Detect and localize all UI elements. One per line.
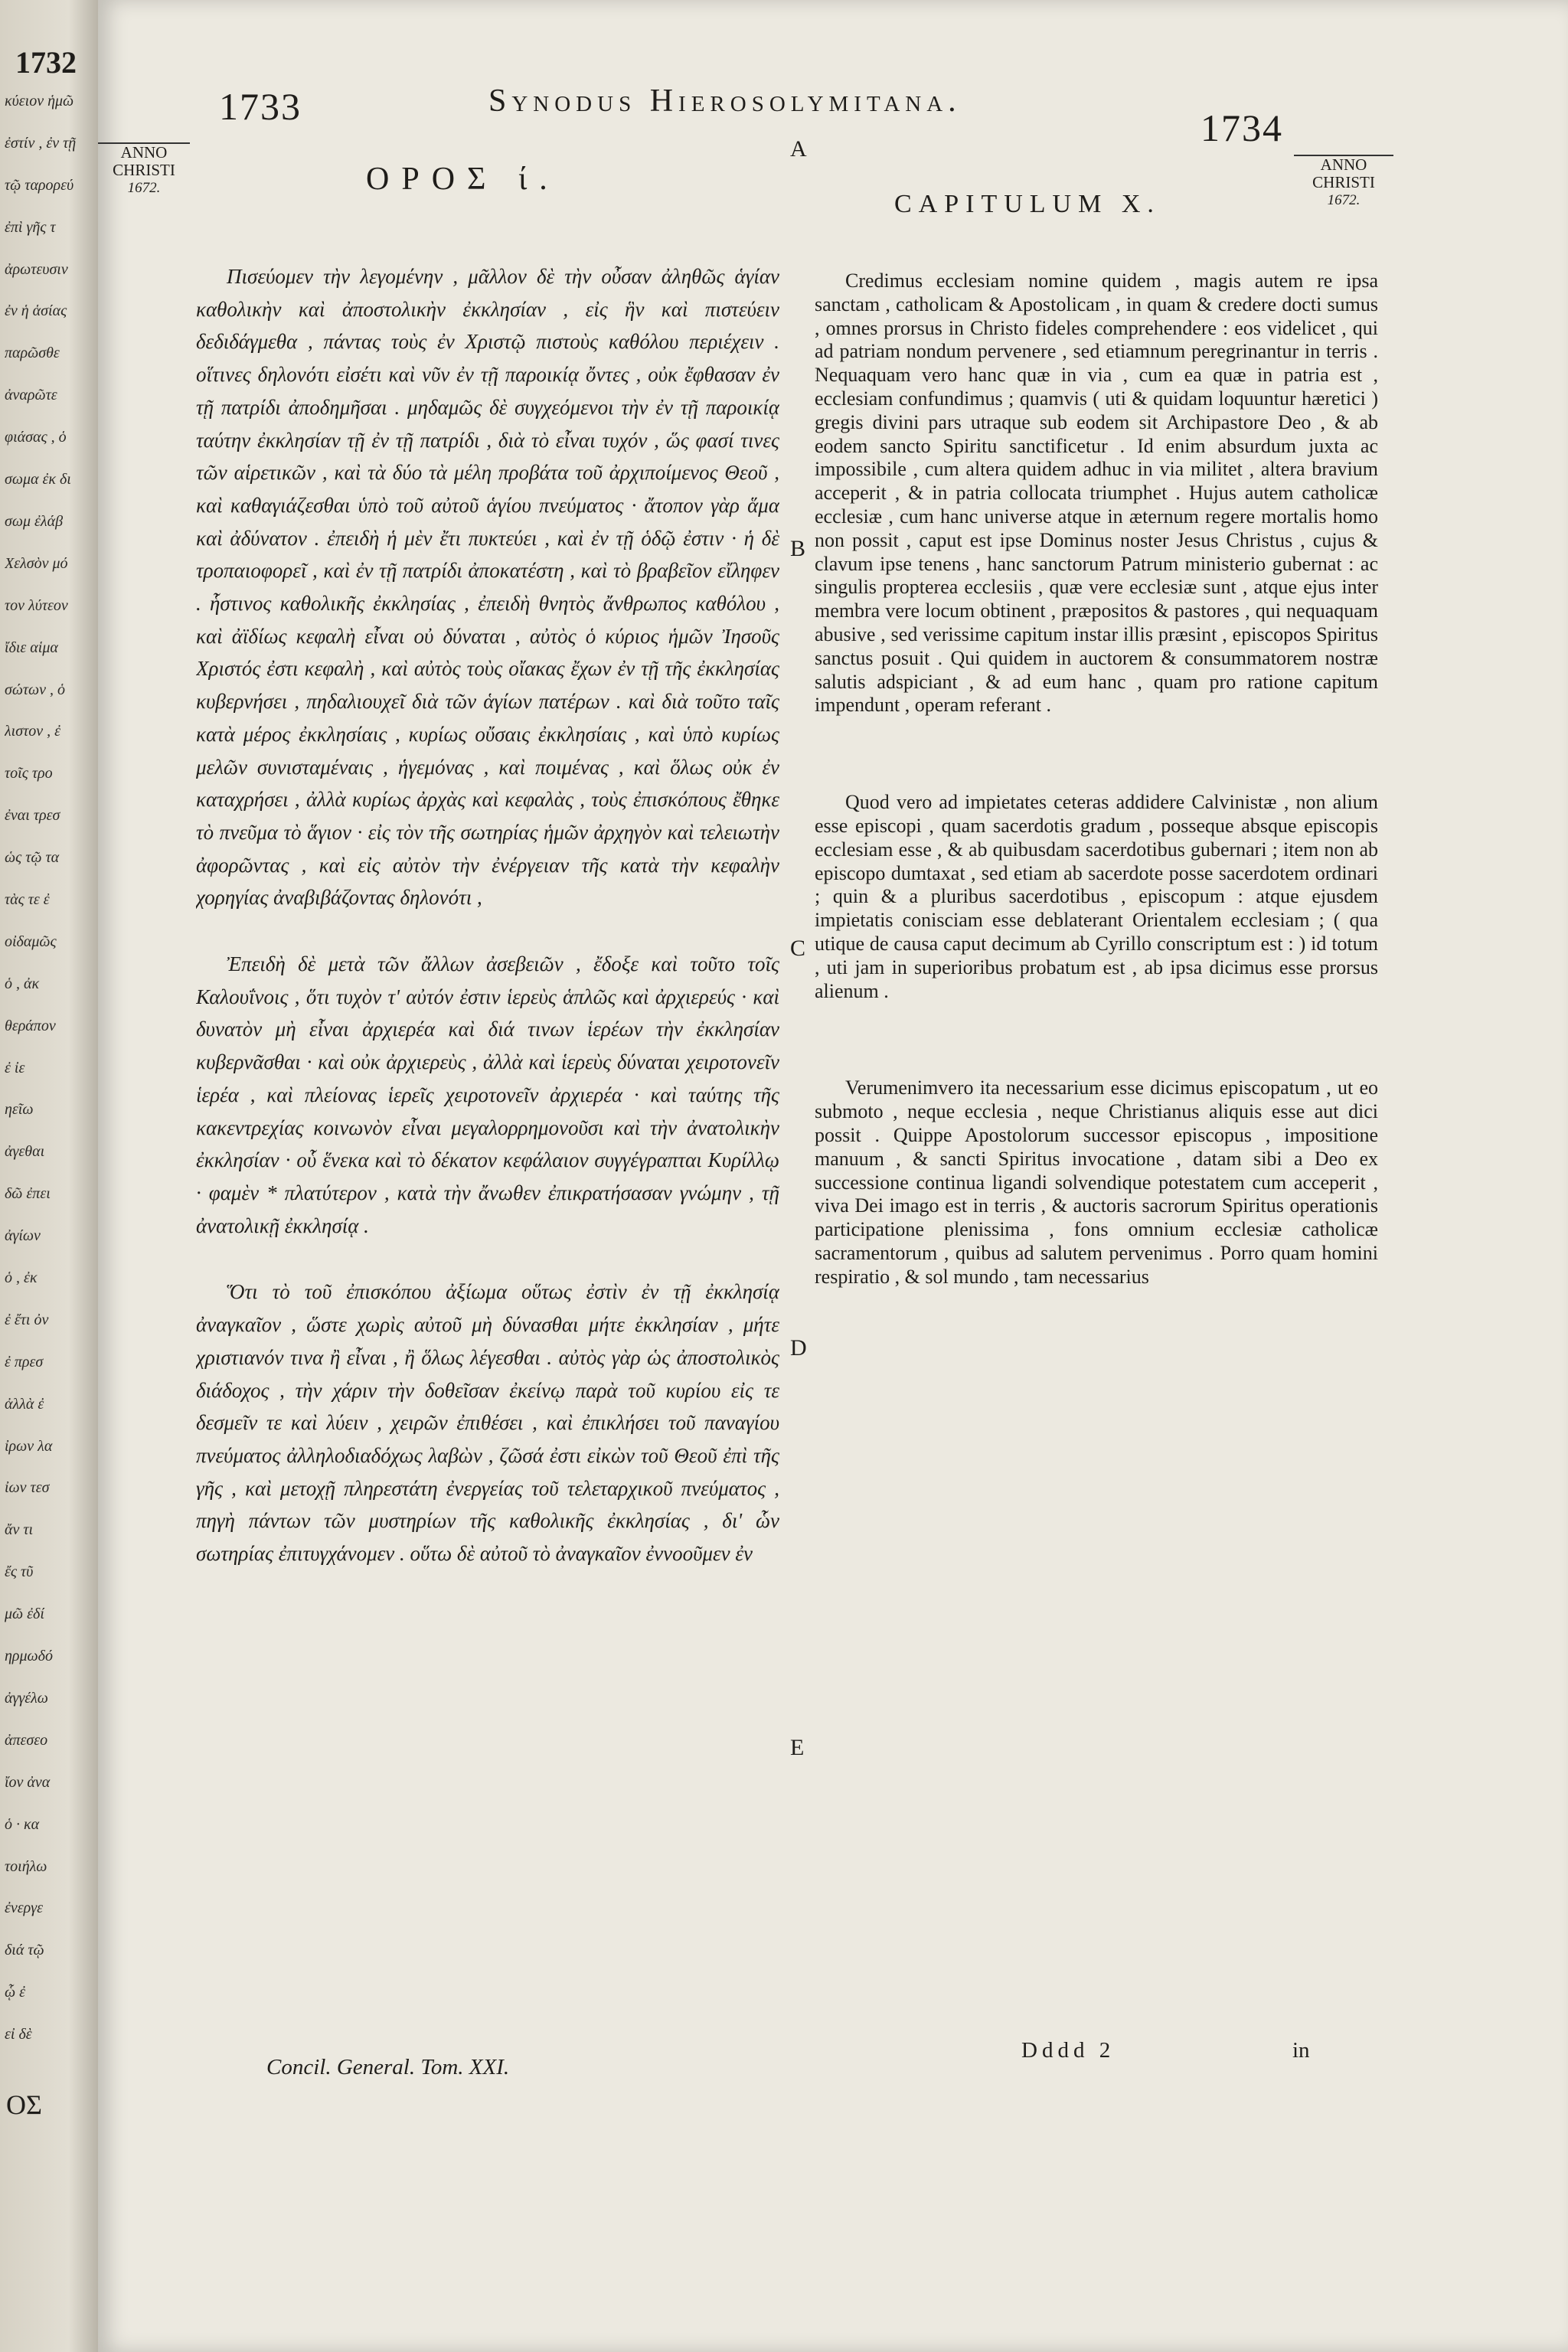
right-page-number: 1734 xyxy=(1200,106,1283,149)
latin-column xyxy=(815,270,1378,2041)
latin-paragraph-3: Verumenimvero ita necessarium esse dicimus episcopatum , ut eo submoto , neque ecclesia , neque Christianus aliquis esse aut dici possit . Quippe Apostolorum successor episcopus , impositione manuum , & sancti Spiritus invocatione , datam sibi a Deo ex successione continua ligandi solvendique potestatem cum acceperit , viva Dei imago est in terris , & auctoris sacrorum Spiritus operationis participatione plenissima , fons omnium ecclesiæ catholicæ sacramentorum , quibus ad salutem pervenimus . Porro quam homini respiratio , & sol mundo , tam necessarius xyxy=(815,1076,1378,1288)
gutter-fragment: ὁ · κα xyxy=(5,1816,40,1833)
gutter-fragment: ἀπεσεο xyxy=(5,1732,48,1749)
latin-paragraph-2: Quod vero ad impietates ceteras addidere Calvinistæ , non alium esse episcopi , quam sacerdotis gradum , posseque absque episcopis ecclesiam esse , & ab quibusdam sacerdotibus gubernari ; item non ab episcopo dumtaxat , sed etiam ab sacerdote posse sacerdotem ordinari ; quin & a pluribus sacerdotibus , episcopum : atque ejusdem impietatis conisciam esse deblaterant Orientalem ecclesiam ; ( qua utique de causa caput decimum ab Cyrillo conscriptum est : ) id totum , uti jam in superioribus probatum est , ab ipsa dicimus esse prorsus alienum . xyxy=(815,791,1378,1002)
gutter-fragment: ἰων τεσ xyxy=(5,1479,50,1496)
margin-letter-a: A xyxy=(790,136,807,162)
gutter-fragment: ὁ , ἐκ xyxy=(5,1269,38,1286)
gutter-fragment: ἐ πρεσ xyxy=(5,1354,44,1370)
gutter-fragment: τὰς τε ἐ xyxy=(5,891,50,908)
catchword: in xyxy=(1292,2038,1310,2063)
gutter-fragment: μῶ ἐδί xyxy=(5,1606,44,1622)
gutter-fragment: φιάσας , ὁ xyxy=(5,429,67,446)
greek-column xyxy=(196,260,779,2052)
anno-christi-left xyxy=(98,142,190,197)
greek-paragraph-1: Πισεύομεν τὴν λεγομένην , μᾶλλον δὲ τὴν οὖσαν ἀληθῶς ἁγίαν καθολικὴν καὶ ἀποστολικὴν ἐκκλησίαν , εἰς ἣν καὶ πιστεύειν δεδιδάγμεθα , πάντας τοὺς ἐν Χριστῷ πιστοὺς καθόλου περιέχειν . οἵτινες δηλονότι εἰσέτι καὶ νῦν ἐν τῇ παροικίᾳ ὄντες , οὐκ ἔφθασαν ἐν τῇ πατρίδι ἀποδημῆσαι . μηδαμῶς δὲ συγχεόμενοι τὴν ἐν τῇ παροικίᾳ ταύτην ἐκκλησίαν τῇ ἐν τῇ πατρίδι , διὰ τὸ εἶναι τυχόν , ὥς φασί τινες τῶν αἱρετικῶν , καὶ τὰ δύο τὰ μέλη προβάτα τοῦ ἀρχιποίμενος Θεοῦ , καὶ καθαγιάζεσθαι ὑπὸ τοῦ αὐτοῦ ἁγίου πνεύματος · ἄτοπον γὰρ ἅμα καὶ ἀδύνατον . ἐπειδὴ ἡ μὲν ἔτι πυκτεύει , καὶ ἐν τῇ ὁδῷ ἐστιν · ἡ δὲ τροπαιοφορεῖ , καὶ ἐν τῇ πατρίδι ἀποκατέστη , καὶ τὸ βραβεῖον εἴληφεν . ἧστινος καθολικῆς ἐκκλησίας , ἐπειδὴ θνητὸς ἄνθρωπος καθόλου , καὶ ἀϊδίως κεφαλὴ εἶναι οὐ δύναται , αὐτὸς ὁ κύριος ἡμῶν Ἰησοῦς Χριστός ἐστι κεφαλὴ , καὶ αὐτὸς τοὺς οἴακας ἔχων ἐν τῇ τῆς ἐκκλησίας κυβερνήσει , πηδαλιουχεῖ διὰ τῶν ἁγίων πατέρων . καὶ διὰ τοῦτο ταῖς κατὰ μέρος ἐκκλησίαις , κυρίως οὔσαις ἐκκλησίαις , καὶ ὑπὸ κυρίως μελῶν συνισταμέναις , ἡγεμόνας , καὶ ποιμένας , καὶ ὅλως οὐκ ἐν καταχρήσει , ἀλλὰ κυρίως ἀρχὰς καὶ κεφαλὰς , τοὺς ἐπισκόπους ἔθηκε τὸ πνεῦμα τὸ ἅγιον · εἰς τὸν τῆς σωτηρίας ἡμῶν ἀρχηγὸν καὶ τελειωτὴν ἀφορῶντας , καὶ εἰς αὐτὸν τὴν ἐνέργειαν τῆς κατὰ τὴν κεφαλὴν χορηγίας ἀναβιβάζοντας δηλονότι , xyxy=(196,265,779,910)
gutter-fragment: Χελσὸν μό xyxy=(5,555,68,572)
gutter-fragment: ἴδιε αἱμα xyxy=(5,639,58,656)
gutter-fragment: ηρμωδό xyxy=(5,1648,53,1664)
gutter-fragment: ἀλλὰ ἐ xyxy=(5,1396,44,1413)
gutter-fragment: ἐνεργε xyxy=(5,1900,43,1916)
gutter-previous-page xyxy=(0,0,98,2352)
gutter-fragment: σωμ ἐλάβ xyxy=(5,513,64,530)
gutter-fragment: θεράπον xyxy=(5,1018,56,1034)
gutter-fragment: ἄν τι xyxy=(5,1521,34,1538)
anno-year: 1672. xyxy=(1327,192,1361,208)
gutter-fragment: οἰδαμῶς xyxy=(5,933,57,950)
signature-mark: Dddd 2 xyxy=(1021,2038,1116,2063)
gutter-fragment: ἐ ἰε xyxy=(5,1060,25,1076)
book-page xyxy=(98,0,1568,2352)
gutter-fragment: ἴον ἀνα xyxy=(5,1774,51,1791)
gutter-fragment: ηεῖω xyxy=(5,1101,34,1118)
greek-paragraph-2: Ἐπειδὴ δὲ μετὰ τῶν ἄλλων ἀσεβειῶν , ἔδοξε καὶ τοῦτο τοῖς Καλουΐνοις , ὅτι τυχὸν τ' αὐτόν ἐστιν ἱερεὺς ἁπλῶς καὶ ἀρχιερεύς · καὶ δυνατὸν μὴ εἶναι ἀρχιερέα καὶ διά τινων ἱερέων τὴν ἐκκλησίαν κυβερνᾶσθαι · καὶ οὐκ ἀρχιερεὺς , ἀλλὰ καὶ ἱερεὺς δύναται χειροτονεῖν ἱερέα , καὶ πλείονας ἱερεῖς χειροτονεῖν ἀρχιερέα · καὶ ταύτης τῆς κακεντρεχίας κοινωνὸν εἶναι μεγαλορρημονοῦσι καὶ τὴν ἀνατολικὴν ἐκκλησίαν · οὗ ἕνεκα καὶ τὸ δέκατον κεφάλαιον συγγέγραπται Κυρίλλῳ · φαμὲν * πλατύτερον , κατὰ τὴν ἄνωθεν ἐπικρατήσασαν γνώμην , τῇ ἀνατολικῇ ἐκκλησίᾳ . xyxy=(196,952,779,1237)
gutter-fragment: ἐστίν , ἐν τῇ xyxy=(5,135,77,152)
gutter-fragment: ᾧ ἐ xyxy=(5,1984,26,2001)
gutter-fragment: παρῶσθε xyxy=(5,345,60,361)
gutter-fragment: εἰ δὲ xyxy=(5,2026,32,2043)
gutter-fragment: σώτων , ὁ xyxy=(5,681,65,698)
latin-heading: CAPITULUM X. xyxy=(894,190,1161,218)
margin-letter-b: B xyxy=(790,536,806,561)
gutter-fragment: ἀρωτευσιν xyxy=(5,261,68,278)
gutter-fragment: τῷ ταρορεύ xyxy=(5,177,74,194)
left-page-number: 1733 xyxy=(219,85,302,128)
gutter-page-number: 1732 xyxy=(15,45,77,80)
footer-volume: Concil. General. Tom. XXI. xyxy=(266,2055,510,2079)
gutter-fragment: δῶ ἐπει xyxy=(5,1185,51,1202)
anno-year: 1672. xyxy=(127,180,161,196)
margin-letter-e: E xyxy=(790,1735,805,1760)
gutter-fragment: ὁ , ἀκ xyxy=(5,975,40,992)
greek-paragraph-3: Ὅτι τὸ τοῦ ἐπισκόπου ἀξίωμα οὕτως ἐστὶν ἐν τῇ ἐκκλησίᾳ ἀναγκαῖον , ὥστε χωρὶς αὐτοῦ μὴ δύνασθαι μήτε ἐκκλησίαν , μήτε χριστιανόν τινα ἢ εἶναι , ἢ ὅλως λέγεσθαι . αὐτὸς γὰρ ὡς ἀποστολικὸς διάδοχος , τὴν χάριν τὴν δοθεῖσαν ἐκείνῳ παρὰ τοῦ κυρίου εἰς τε δεσμεῖν τε καὶ λύειν , χειρῶν ἐπιθέσει , καὶ ἐπικλήσει τοῦ παναγίου πνεύματος ἀλληλοδιαδόχως λαβὼν , ζῶσά ἐστι εἰκὼν τοῦ Θεοῦ ἐπὶ τῆς γῆς , καὶ μετοχῇ πληρεστάτη ἐνεργείας τοῦ τελεταρχικοῦ πνεύματος , πηγὴ πάντων τῶν μυστηρίων τῆς καθολικῆς ἐκκλησίας , δι' ὧν σωτηρίας ἐπιτυγχάνομεν . οὕτω δὲ αὐτοῦ τὸ ἀναγκαῖον ἐννοοῦμεν ἐν xyxy=(196,1280,779,1566)
gutter-fragment: ἐπὶ γῆς τ xyxy=(5,219,56,236)
greek-heading: ΟΡΟΣ ί. xyxy=(366,162,560,197)
gutter-fragment: ἐ ἔτι ὀν xyxy=(5,1312,49,1328)
anno-line-2: CHRISTI xyxy=(1312,173,1375,191)
gutter-fragment: λιστον , ἐ xyxy=(5,723,60,740)
margin-letter-d: D xyxy=(790,1335,807,1361)
gutter-fragment: ὡς τῷ τα xyxy=(5,849,60,866)
gutter-fragment: ἔς τῦ xyxy=(5,1563,34,1580)
gutter-fragment: ἀγίων xyxy=(5,1227,41,1244)
gutter-fragment: σωμα ἐκ δι xyxy=(5,471,71,488)
margin-letter-c: C xyxy=(790,936,806,961)
latin-paragraph-1: Credimus ecclesiam nomine quidem , magis autem re ipsa sanctam , catholicam & Apostolicam , in quam & credere docti sumus , omnes prorsus in Christo fideles comprehendere : eos videlicet , qui ad patriam nondum pervenere , sed etiamnum peregrinantur in terris . Nequaquam vero hanc quæ in via , cum ea quæ in patria est , ecclesiam confundimus ; quamvis ( uti & quidam loquuntur hæretici ) gregis divini pars utraque sub eodem sit Archipastore Deo , & ab eodem sancto Spiritu sanctificetur . Id enim absurdum juxta ac impossibile , cum altera quidem adhuc in via militet , altera bravium acceperit , & in patria collocata triumphet . Hujus autem catholicæ ecclesiæ , cum hanc universe atque in æternum regere mortalis homo non possit , caput est ipse Dominus noster Jesus Christus , cujus & clavum ipse tenens , hanc sanctorum Patrum ministerio gubernat : ac singulis propterea ecclesiis , quæ vere ecclesiæ sunt , atque ejus inter membra vere locum obtinent , præpositos & pastores , qui nequaquam abusive , sed verissime capitum instar illis præsint , episcopos Spiritus sanctus posuit . Qui quidem in auctorem & consummatorem nostræ salutis adspiciant , & ad eum hanc , quam pro ratione capitum impendunt , operam referant . xyxy=(815,270,1378,717)
gutter-fragment: ἀγεθαι xyxy=(5,1143,45,1160)
gutter-bottom-fragment: ΟΣ xyxy=(6,2089,42,2120)
gutter-fragment: ἀναρῶτε xyxy=(5,387,57,403)
gutter-fragment: διά τῷ xyxy=(5,1942,44,1958)
gutter-fragment: ἰρων λα xyxy=(5,1438,53,1455)
running-title: Synodus Hierosolymitana. xyxy=(488,83,962,119)
anno-line-1: ANNO xyxy=(120,143,168,162)
gutter-fragment: ἐν ἡ ἁσίας xyxy=(5,302,67,319)
gutter-fragment: ἐναι τρεσ xyxy=(5,807,60,824)
gutter-fragment: ἀγγέλω xyxy=(5,1690,48,1707)
anno-christi-right xyxy=(1294,155,1393,209)
anno-line-1: ANNO xyxy=(1320,155,1367,174)
gutter-fragment: κύειον ἡμῶ xyxy=(5,93,74,109)
anno-line-2: CHRISTI xyxy=(113,161,175,179)
gutter-fragment: τοιήλω xyxy=(5,1858,47,1875)
gutter-fragment: τον λύτεον xyxy=(5,597,68,614)
gutter-fragment: τοῖς τρο xyxy=(5,765,53,782)
